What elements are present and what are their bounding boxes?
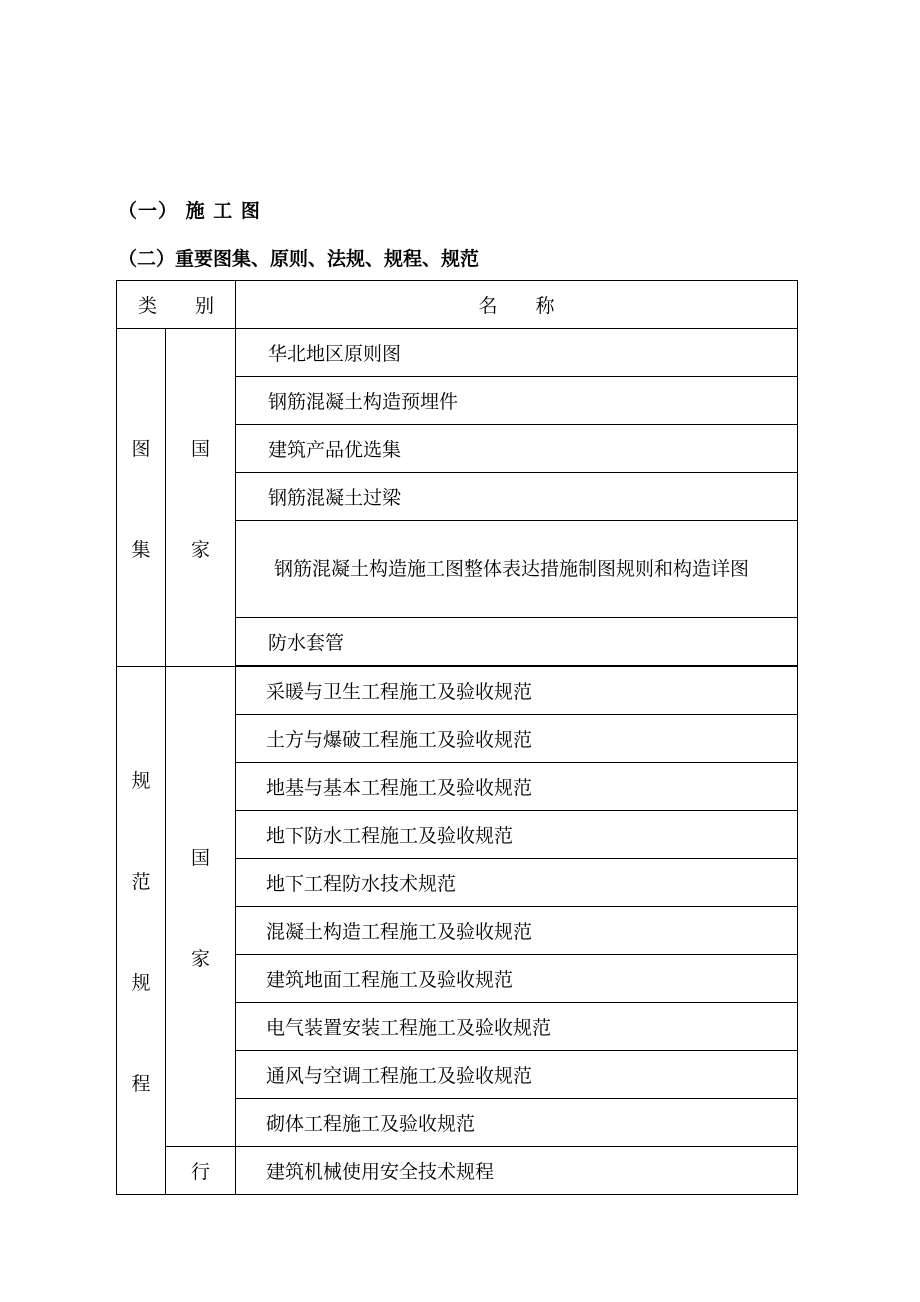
- group2-category-char: 范: [131, 870, 151, 893]
- group1-subcategory: [166, 329, 236, 667]
- group1-sub-char: 家: [191, 538, 211, 561]
- list-item: 地基与基本工程施工及验收规范: [236, 763, 798, 811]
- group2-subcategory-2: 行: [166, 1147, 236, 1195]
- section-heading-2: （二）重要图集、原则、法规、规程、规范: [118, 248, 480, 270]
- list-item: 地下防水工程施工及验收规范: [236, 811, 798, 859]
- list-item: 钢筋混凝土构造预埋件: [236, 377, 798, 425]
- list-item: 华北地区原则图: [236, 329, 798, 377]
- list-item: 建筑机械使用安全技术规程: [236, 1147, 798, 1195]
- list-item: 采暖与卫生工程施工及验收规范: [236, 667, 798, 715]
- header-name: 名 称: [236, 281, 798, 329]
- group1-category: [117, 329, 166, 667]
- group2-category: [117, 667, 166, 1195]
- list-item: 建筑地面工程施工及验收规范: [236, 955, 798, 1003]
- group2-category-char: 规: [131, 769, 151, 792]
- list-item: 防水套管: [236, 618, 798, 666]
- list-item: 砌体工程施工及验收规范: [236, 1099, 798, 1147]
- header-category: 类 别: [117, 281, 236, 329]
- group1-category-char: 图: [131, 437, 151, 460]
- group2-category-char: 程: [131, 1072, 151, 1095]
- list-item: 通风与空调工程施工及验收规范: [236, 1051, 798, 1099]
- list-item: 土方与爆破工程施工及验收规范: [236, 715, 798, 763]
- standards-table: [116, 280, 798, 1195]
- list-item: 建筑产品优选集: [236, 425, 798, 473]
- group1-category-char: 集: [131, 538, 151, 561]
- list-item: 电气装置安装工程施工及验收规范: [236, 1003, 798, 1051]
- section-heading-1: （一） 施 工 图: [118, 200, 261, 222]
- list-item: 地下工程防水技术规范: [236, 859, 798, 907]
- group2-sub-char: 国: [191, 846, 211, 869]
- list-item: 混凝土构造工程施工及验收规范: [236, 907, 798, 955]
- group2-sub-char: 家: [191, 947, 211, 970]
- group1-sub-char: 国: [191, 437, 211, 460]
- group2-category-char: 规: [131, 971, 151, 994]
- list-item: 钢筋混凝土过梁: [236, 473, 798, 521]
- group2-subcategory: [166, 667, 236, 1147]
- list-item: 钢筋混凝土构造施工图整体表达措施制图规则和构造详图: [236, 521, 798, 618]
